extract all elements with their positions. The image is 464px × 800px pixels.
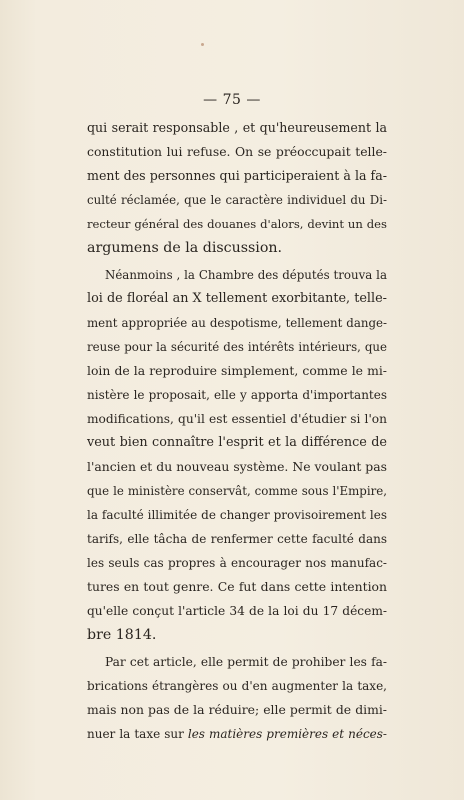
text-line: loin de la reproduire simplement, comme le mi- [87,363,387,378]
text-line: la faculté illimitée de changer provisoirement les [87,508,387,522]
text-line: brications étrangères ou d'en augmenter la taxe, [87,679,387,693]
text-line: loi de floréal an X tellement exorbitante, telle- [87,291,387,306]
text-line: constitution lui refuse. On se préoccupait telle- [87,144,387,159]
text-line: tures en tout genre. Ce fut dans cette intention [87,579,387,594]
paper-speck [201,43,204,46]
text-line-last [87,722,387,746]
text-line: mais non pas de la réduire; elle permit de dimi- [87,702,387,717]
text-line: modifications, qu'il est essentiel d'étudier si l'on [87,412,387,426]
text-line: culté réclamée, que le caractère individuel du Di- [87,193,387,207]
text-line: veut bien connaître l'esprit et la différence de [87,435,387,450]
text-line: reuse pour la sécurité des intérêts intérieurs, que [87,340,387,354]
text-line: qui serait responsable , et qu'heureusement la [87,120,387,135]
text-run: nuer la taxe sur [87,727,188,741]
italic-text: et néces- [332,727,387,741]
text-line: Par cet article, elle permit de prohiber les fa- [105,655,387,669]
text-line: nistère le proposait, elle y apporta d'importantes [87,388,387,402]
text-line: les seuls cas propres à encourager nos manufac- [87,556,387,570]
text-line: argumens de la discussion. [87,240,283,256]
text-line: qu'elle conçut l'article 34 de la loi du 17 décem- [87,604,387,618]
text-line: que le ministère conservât, comme sous l'Empire, [87,484,387,498]
text-line: Néanmoins , la Chambre des députés trouva la [105,268,387,282]
italic-text: les matières premières [187,727,329,741]
text-line: ment des personnes qui participeraient à la fa- [87,168,387,183]
text-line: recteur général des douanes d'alors, devint un des [87,217,387,231]
page-number: — 75 — [203,92,261,108]
text-line: bre 1814. [87,627,157,643]
text-line: l'ancien et du nouveau système. Ne voulant pas [87,459,387,474]
text-line: tarifs, elle tâcha de renfermer cette faculté dans [87,532,387,546]
text-line: ment appropriée au despotisme, tellement dange- [87,316,387,330]
